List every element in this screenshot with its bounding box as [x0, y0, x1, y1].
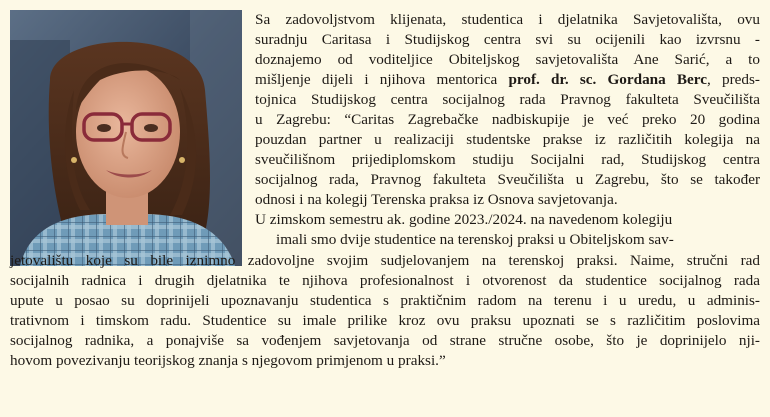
- text-line-2: suradnju Caritasa i Studijskog centra svi su ocijenili kao izvrsnu -: [255, 31, 760, 48]
- text-line-15: upute u posao su doprinijeli upoznavanju studentica s praktičnim radom na terenu i u uredu, u adminis-: [10, 292, 760, 309]
- text-line-7: pouzdan partner u realizaciji studentske prakse iz različitih kolegija na: [255, 131, 760, 148]
- text-line-18: hovom povezivanju teorijskog znanja s njegovom primjenom u praksi.”: [10, 352, 446, 369]
- text-line-17: socijalnog radnika, a ponajviše sa vođenjem savjetovanja od strane stručne osobe, što je doprinijelo nji-: [10, 332, 760, 349]
- text-line-11: U zimskom semestru ak. godine 2023./2024. na navedenom kolegiju: [255, 211, 673, 228]
- mentor-name: prof. dr. sc. Gordana Berc: [508, 71, 708, 88]
- text-line-12: imali smo dvije studentice na terenskoj praksi u Obiteljskom sav-: [276, 231, 674, 248]
- text-line-16: trativnom i timskom radu. Studentice su imale prilike kroz ovu praksu upoznati se s različitim poslovima: [10, 312, 760, 329]
- text-line-9: socijalnog rada, Pravnog fakulteta Sveučilišta u Zagrebu, što se također: [255, 171, 760, 188]
- text-line-4-start: mišljenje dijeli i njihova mentorica: [255, 71, 509, 88]
- text-line-10: odnosi i na kolegij Terenska praksa iz Osnova savjetovanja.: [255, 191, 618, 208]
- text-line-5: tojnica Studijskog centra socijalnog rada Pravnog fakulteta Sveučilišta: [255, 91, 760, 108]
- text-line-8: sveučilišnom prijediplomskom studiju Socijalni rad, Studijskog centra: [255, 151, 760, 168]
- text-line-3: doznajemo od voditeljice Obiteljskog savjetovališta Ane Sarić, a to: [255, 51, 760, 68]
- text-line-4-end: , preds-: [707, 71, 760, 88]
- text-line-4: [255, 70, 760, 90]
- text-line-1: Sa zadovoljstvom klijenata, studentica i djelatnika Savjetovališta, ovu: [255, 11, 760, 28]
- text-line-13: jetovalištu koje su bile iznimno zadovoljne svojim sudjelovanjem na terenskoj praksi. Naime, stručni rad: [10, 252, 760, 269]
- text-line-14: socijalnih radnica i drugih djelatnika te njihova profesionalnost i otvorenost da studentice socijalnog rada: [10, 272, 760, 289]
- text-line-6: u Zagrebu: “Caritas Zagrebačke nadbiskupije je već preko 20 godina: [255, 111, 760, 128]
